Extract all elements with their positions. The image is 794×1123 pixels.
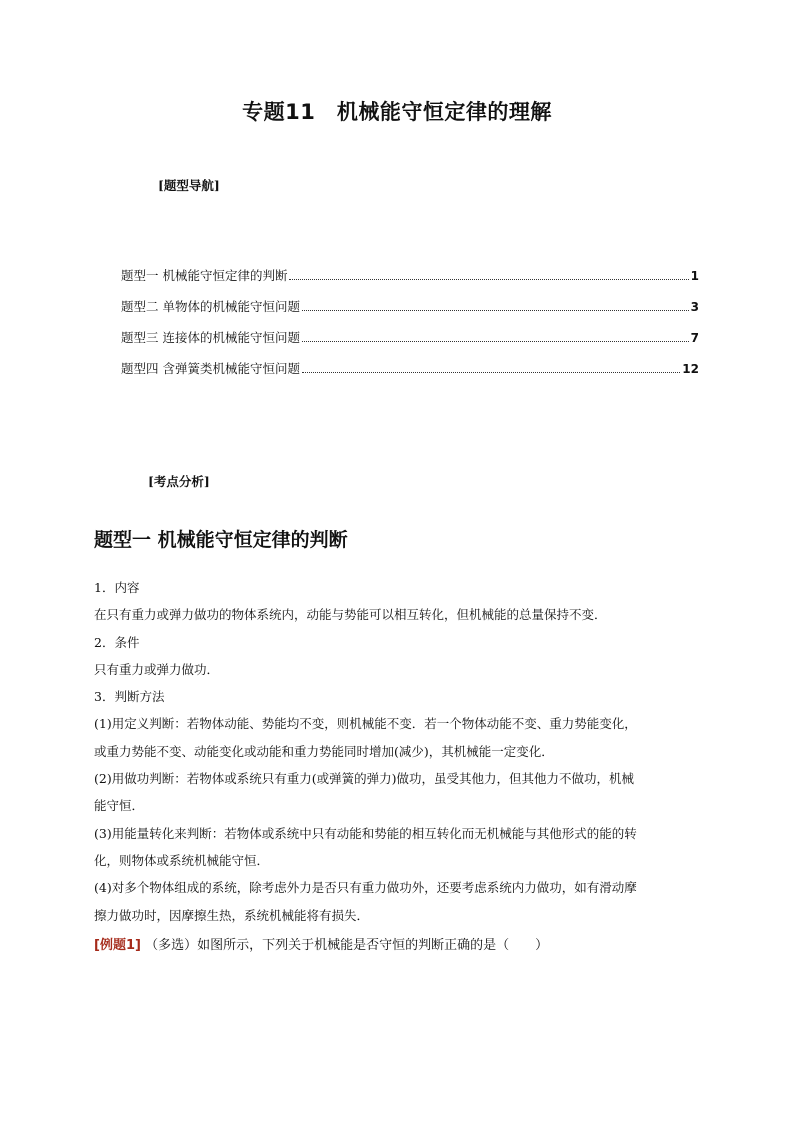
body-text: [94, 574, 704, 929]
body-line: (1)用定义判断：若物体动能、势能均不变，则机械能不变．若一个物体动能不变、重力势能变化，: [94, 716, 637, 732]
toc-entry[interactable]: [121, 266, 699, 297]
body-line: 1．内容: [94, 580, 140, 595]
page-title: 专题11 机械能守恒定律的理解: [242, 100, 552, 124]
table-of-contents: [121, 266, 699, 390]
body-line: (2)用做功判断：若物体或系统只有重力(或弹簧的弹力)做功，虽受其他力，但其他力不做功，机械: [94, 771, 634, 787]
example-question: [94, 934, 548, 953]
toc-leader-dots: [302, 340, 689, 342]
body-line: (4)对多个物体组成的系统，除考虑外力是否只有重力做功外，还要考虑系统内力做功，如有滑动摩: [94, 880, 637, 896]
toc-entry-label: 题型一 机械能守恒定律的判断: [121, 268, 288, 283]
toc-entry-page: 3: [690, 300, 699, 314]
toc-leader-dots: [302, 309, 689, 311]
body-line: 在只有重力或弹力做功的物体系统内，动能与势能可以相互转化，但机械能的总量保持不变．: [94, 607, 607, 623]
body-line: 擦力做功时，因摩擦生热，系统机械能将有损失．: [94, 907, 370, 923]
toc-entry-label: 题型三 连接体的机械能守恒问题: [121, 330, 300, 345]
body-line: 能守恒．: [94, 798, 145, 814]
section-heading: 题型一 机械能守恒定律的判断: [94, 529, 348, 551]
body-line: 或重力势能不变、动能变化或动能和重力势能同时增加(减少)，其机械能一定变化．: [94, 743, 554, 759]
toc-entry[interactable]: [121, 328, 699, 359]
example-text: （多选）如图所示，下列关于机械能是否守恒的判断正确的是（ ）: [145, 938, 549, 953]
body-line: 化，则物体或系统机械能守恒．: [94, 852, 270, 868]
toc-entry-label: 题型四 含弹簧类机械能守恒问题: [121, 361, 300, 376]
toc-entry-label: 题型二 单物体的机械能守恒问题: [121, 299, 300, 314]
toc-entry[interactable]: [121, 359, 699, 390]
body-line: 3．判断方法: [94, 689, 165, 705]
toc-entry[interactable]: [121, 297, 699, 328]
body-line: 2．条件: [94, 634, 140, 650]
analysis-section-label: [考点分析]: [148, 474, 210, 489]
toc-entry-page: 12: [682, 362, 699, 376]
toc-entry-page: 7: [690, 331, 699, 345]
body-line: (3)用能量转化来判断：若物体或系统中只有动能和势能的相互转化而无机械能与其他形式的能的转: [94, 825, 637, 841]
toc-leader-dots: [302, 371, 680, 373]
example-tag: [例题1]: [94, 938, 141, 953]
toc-leader-dots: [289, 278, 688, 280]
body-line: 只有重力或弹力做功．: [94, 661, 220, 677]
toc-entry-page: 1: [690, 269, 699, 283]
nav-section-label: [题型导航]: [158, 178, 220, 193]
